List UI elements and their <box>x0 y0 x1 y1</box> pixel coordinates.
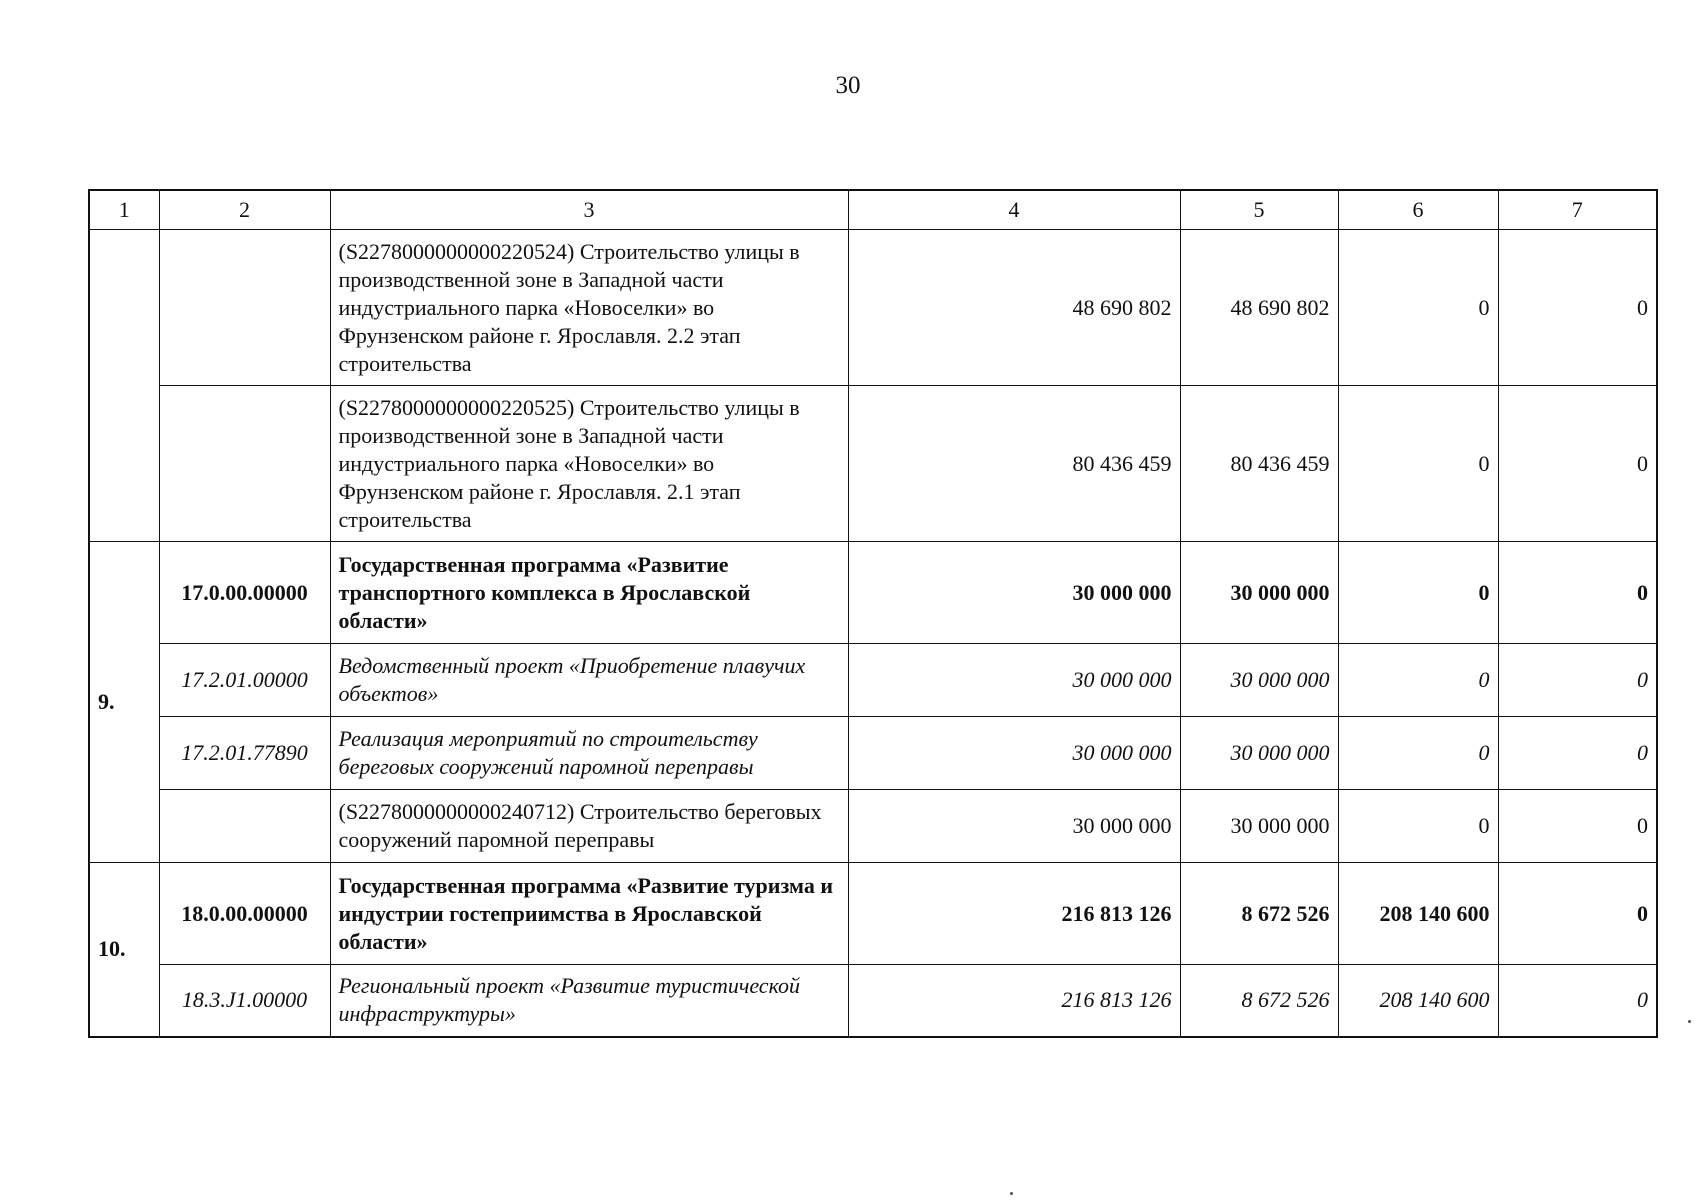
amount-cell-4: 216 813 126 <box>848 965 1180 1037</box>
amount-cell-7: 0 <box>1498 790 1657 863</box>
code-cell <box>159 386 330 542</box>
amount-cell-6: 0 <box>1338 644 1498 717</box>
table-row <box>89 386 1657 542</box>
amount-cell-4: 30 000 000 <box>848 644 1180 717</box>
table-row <box>89 644 1657 717</box>
amount-cell-5: 30 000 000 <box>1180 717 1338 790</box>
table-row <box>89 717 1657 790</box>
amount-cell-7: 0 <box>1498 965 1657 1037</box>
amount-cell-4: 48 690 802 <box>848 230 1180 386</box>
amount-cell-6: 0 <box>1338 790 1498 863</box>
amount-cell-5: 30 000 000 <box>1180 644 1338 717</box>
amount-cell-5: 8 672 526 <box>1180 863 1338 965</box>
amount-cell-5: 30 000 000 <box>1180 790 1338 863</box>
code-cell <box>159 230 330 386</box>
amount-cell-6: 0 <box>1338 542 1498 644</box>
code-cell: 18.0.00.00000 <box>159 863 330 965</box>
name-cell: Реализация мероприятий по строительству береговых сооружений паромной переправы <box>330 717 848 790</box>
amount-cell-6: 0 <box>1338 386 1498 542</box>
amount-cell-7: 0 <box>1498 644 1657 717</box>
amount-cell-4: 80 436 459 <box>848 386 1180 542</box>
amount-cell-4: 30 000 000 <box>848 717 1180 790</box>
table-row <box>89 790 1657 863</box>
name-cell: (S2278000000000220524) Строительство улицы в производственной зоне в Западной части индустриального парка «Новоселки» во Фрунзенском районе г. Ярославля. 2.2 этап строительства <box>330 230 848 386</box>
code-cell <box>159 790 330 863</box>
table-row <box>89 965 1657 1037</box>
name-cell: Государственная программа «Развитие транспортного комплекса в Ярославской области» <box>330 542 848 644</box>
amount-cell-6: 0 <box>1338 230 1498 386</box>
scan-speck <box>1010 1192 1013 1195</box>
row-number-cell: 10. <box>89 863 159 1037</box>
header-cell-6: 6 <box>1338 190 1498 230</box>
header-cell-3: 3 <box>330 190 848 230</box>
name-cell: (S2278000000000220525) Строительство улицы в производственной зоне в Западной части индустриального парка «Новоселки» во Фрунзенском районе г. Ярославля. 2.1 этап строительства <box>330 386 848 542</box>
table-row <box>89 542 1657 644</box>
table-header-row <box>89 190 1657 230</box>
header-cell-7: 7 <box>1498 190 1657 230</box>
amount-cell-7: 0 <box>1498 542 1657 644</box>
amount-cell-7: 0 <box>1498 386 1657 542</box>
amount-cell-6: 0 <box>1338 717 1498 790</box>
code-cell: 17.2.01.77890 <box>159 717 330 790</box>
code-cell: 17.0.00.00000 <box>159 542 330 644</box>
code-cell: 18.3.J1.00000 <box>159 965 330 1037</box>
row-number-cell: 9. <box>89 542 159 863</box>
header-cell-5: 5 <box>1180 190 1338 230</box>
amount-cell-4: 30 000 000 <box>848 790 1180 863</box>
page-number: 30 <box>835 72 861 99</box>
amount-cell-7: 0 <box>1498 230 1657 386</box>
amount-cell-5: 30 000 000 <box>1180 542 1338 644</box>
row-number-cell <box>89 230 159 542</box>
name-cell: Ведомственный проект «Приобретение плавучих объектов» <box>330 644 848 717</box>
name-cell: Региональный проект «Развитие туристической инфраструктуры» <box>330 965 848 1037</box>
name-cell: Государственная программа «Развитие туризма и индустрии гостеприимства в Ярославской области» <box>330 863 848 965</box>
code-cell: 17.2.01.00000 <box>159 644 330 717</box>
amount-cell-4: 216 813 126 <box>848 863 1180 965</box>
table-row <box>89 230 1657 386</box>
amount-cell-5: 48 690 802 <box>1180 230 1338 386</box>
header-cell-4: 4 <box>848 190 1180 230</box>
budget-table <box>88 189 1658 1038</box>
amount-cell-6: 208 140 600 <box>1338 965 1498 1037</box>
amount-cell-4: 30 000 000 <box>848 542 1180 644</box>
header-cell-1: 1 <box>89 190 159 230</box>
amount-cell-5: 8 672 526 <box>1180 965 1338 1037</box>
table-row <box>89 863 1657 965</box>
header-cell-2: 2 <box>159 190 330 230</box>
amount-cell-7: 0 <box>1498 863 1657 965</box>
name-cell: (S2278000000000240712) Строительство береговых сооружений паромной переправы <box>330 790 848 863</box>
amount-cell-5: 80 436 459 <box>1180 386 1338 542</box>
amount-cell-6: 208 140 600 <box>1338 863 1498 965</box>
scan-speck <box>1688 1020 1691 1023</box>
amount-cell-7: 0 <box>1498 717 1657 790</box>
